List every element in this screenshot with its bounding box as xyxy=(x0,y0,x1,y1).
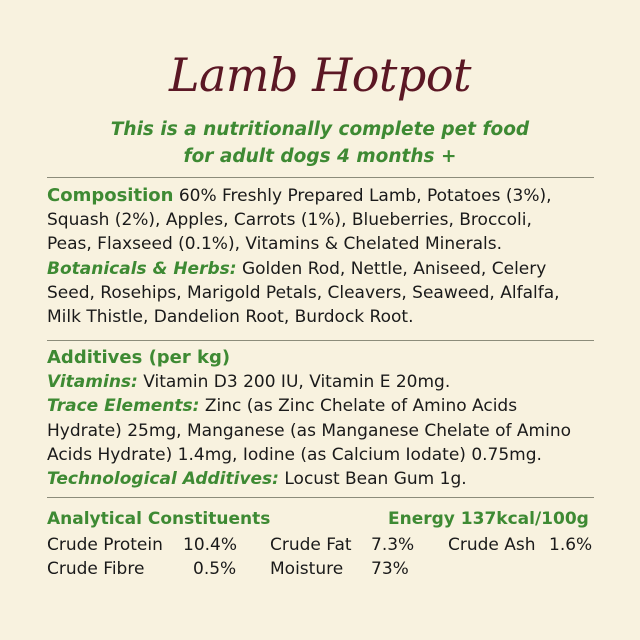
divider-bottom xyxy=(47,497,594,498)
crude-protein-label: Crude Protein xyxy=(47,535,163,555)
trace-elements-text-3: Acids Hydrate) 1.4mg, Iodine (as Calcium Iodate) 0.75mg. xyxy=(47,444,542,465)
tech-additives-text: Locust Bean Gum 1g. xyxy=(278,469,467,490)
crude-protein-value: 10.4% xyxy=(183,535,238,555)
moisture-label: Moisture xyxy=(270,559,344,579)
tech-additives-label: Technological Additives: xyxy=(47,469,279,490)
crude-fibre-label: Crude Fibre xyxy=(47,559,145,579)
vitamins-label: Vitamins: xyxy=(47,372,138,393)
moisture-value: 73% xyxy=(371,559,409,579)
energy-value: Energy 137kcal/100g xyxy=(388,509,589,529)
divider-top xyxy=(47,177,594,178)
trace-elements-text-2: Hydrate) 25mg, Manganese (as Manganese Chelate of Amino xyxy=(47,420,571,441)
composition-text-2: Squash (2%), Apples, Carrots (1%), Blueberries, Broccoli, xyxy=(47,210,532,231)
crude-ash-label: Crude Ash xyxy=(448,535,536,555)
botanicals-label: Botanicals & Herbs: xyxy=(47,258,237,279)
crude-ash-value: 1.6% xyxy=(549,535,593,555)
composition-text-3: Peas, Flaxseed (0.1%), Vitamins & Chelated Minerals. xyxy=(47,234,503,255)
crude-fat-label: Crude Fat xyxy=(270,535,352,555)
composition-section xyxy=(47,184,607,329)
trace-elements-label: Trace Elements: xyxy=(47,396,200,417)
divider-middle xyxy=(47,340,594,341)
botanicals-text-1: Golden Rod, Nettle, Aniseed, Celery xyxy=(236,258,547,279)
botanicals-text-2: Seed, Rosehips, Marigold Petals, Cleavers, Seaweed, Alfalfa, xyxy=(47,282,560,303)
crude-fat-value: 7.3% xyxy=(371,535,415,555)
vitamins-text: Vitamin D3 200 IU, Vitamin E 20mg. xyxy=(137,372,451,393)
additives-section xyxy=(47,346,607,491)
subtitle-line-1: This is a nutritionally complete pet food xyxy=(110,119,530,140)
composition-heading: Composition xyxy=(47,185,174,206)
product-subtitle xyxy=(0,116,640,170)
subtitle-line-2: for adult dogs 4 months + xyxy=(183,146,457,167)
crude-fibre-value: 0.5% xyxy=(193,559,237,579)
composition-text-1: 60% Freshly Prepared Lamb, Potatoes (3%), xyxy=(173,186,552,206)
product-title: Lamb Hotpot xyxy=(168,48,472,102)
analytical-heading: Analytical Constituents xyxy=(47,509,271,529)
additives-heading: Additives (per kg) xyxy=(47,347,231,368)
botanicals-text-3: Milk Thistle, Dandelion Root, Burdock Root. xyxy=(47,307,414,328)
trace-elements-text-1: Zinc (as Zinc Chelate of Amino Acids xyxy=(199,396,518,417)
